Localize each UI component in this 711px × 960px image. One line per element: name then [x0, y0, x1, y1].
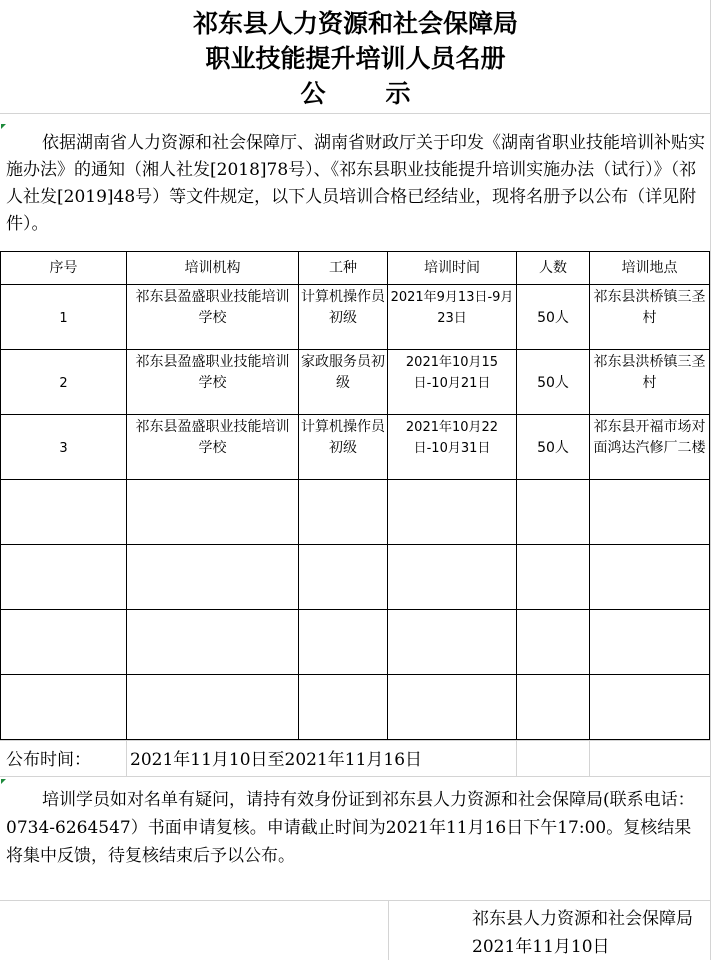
empty-cell: [127, 610, 299, 675]
trainee-roster-table: [0, 251, 710, 740]
grid-line: [0, 740, 711, 741]
table-header-row: [1, 252, 710, 285]
trade-cell: 家政服务员初级: [299, 350, 388, 415]
empty-cell: [299, 545, 388, 610]
cell-comment-marker: [1, 124, 6, 129]
empty-table-row: [1, 610, 710, 675]
training-place-cell: 祁东县洪桥镇三圣村: [590, 350, 710, 415]
empty-table-row: [1, 545, 710, 610]
notice-paragraph: 培训学员如对名单有疑问，请持有效身份证到祁东县人力资源和社会保障局(联系电话：0734-6264547）书面申请复核。申请截止时间为2021年11月16日下午17:00。复核结果将集中反馈，待复核结束后予以公布。: [6, 790, 695, 866]
empty-cell: [590, 545, 710, 610]
trade-cell: 计算机操作员初级: [299, 285, 388, 350]
headcount-cell: 50人: [517, 350, 590, 415]
empty-cell: [590, 480, 710, 545]
training-time-cell: 2021年9月13日-9月23日: [388, 285, 517, 350]
table-row: [1, 285, 710, 350]
intro-paragraph: 依据湖南省人力资源和社会保障厅、湖南省财政厅关于印发《湖南省职业技能培训补贴实施办法》的通知（湘人社发[2018]78号）、《祁东县职业技能提升培训实施办法（试行）》（祁人社发[2019]48号）等文件规定，以下人员培训合格已经结业，现将名册予以公布（详见附件）。: [6, 133, 705, 234]
empty-cell: [127, 675, 299, 740]
empty-cell: [299, 480, 388, 545]
grid-line: [388, 900, 389, 960]
table-row: [1, 415, 710, 480]
column-header: 培训机构: [127, 252, 299, 285]
grid-line: [516, 740, 517, 776]
page-title-line-1: 祁东县人力资源和社会保障局: [192, 9, 518, 38]
empty-cell: [388, 480, 517, 545]
grid-line: [0, 900, 711, 901]
empty-table-row: [1, 675, 710, 740]
grid-line: [0, 113, 711, 114]
empty-cell: [388, 675, 517, 740]
training-place-cell: 祁东县开福市场对面鸿达汽修厂二楼: [590, 415, 710, 480]
column-header: 人数: [517, 252, 590, 285]
empty-cell: [299, 675, 388, 740]
issue-date: 2021年11月10日: [472, 937, 610, 957]
training-time-cell: 2021年10月15日-10月21日: [388, 350, 517, 415]
page-title-line-2: 职业技能提升培训人员名册: [205, 44, 506, 73]
empty-cell: [590, 610, 710, 675]
column-header: 培训时间: [388, 252, 517, 285]
headcount-cell: 50人: [517, 285, 590, 350]
empty-cell: [1, 610, 127, 675]
cell-comment-marker: [1, 779, 6, 784]
row-index: 2: [1, 350, 127, 415]
empty-cell: [1, 480, 127, 545]
trade-cell: 计算机操作员初级: [299, 415, 388, 480]
grid-line: [589, 740, 590, 776]
training-place-cell: 祁东县洪桥镇三圣村: [590, 285, 710, 350]
table-row: [1, 350, 710, 415]
training-org-cell: 祁东县盈盛职业技能培训学校: [127, 285, 299, 350]
column-header: 培训地点: [590, 252, 710, 285]
grid-line: [126, 740, 127, 776]
empty-cell: [517, 480, 590, 545]
empty-cell: [388, 545, 517, 610]
headcount-cell: 50人: [517, 415, 590, 480]
empty-cell: [299, 610, 388, 675]
empty-cell: [1, 675, 127, 740]
publish-time-value: 2021年11月10日至2021年11月16日: [130, 750, 423, 770]
page-title-line-3: 公示: [300, 79, 471, 108]
empty-table-row: [1, 480, 710, 545]
training-time-cell: 2021年10月22日-10月31日: [388, 415, 517, 480]
empty-cell: [517, 610, 590, 675]
column-header: 序号: [1, 252, 127, 285]
empty-cell: [127, 545, 299, 610]
training-org-cell: 祁东县盈盛职业技能培训学校: [127, 350, 299, 415]
row-index: 3: [1, 415, 127, 480]
issuing-organization: 祁东县人力资源和社会保障局: [472, 909, 693, 929]
row-index: 1: [1, 285, 127, 350]
training-org-cell: 祁东县盈盛职业技能培训学校: [127, 415, 299, 480]
empty-cell: [590, 675, 710, 740]
empty-cell: [517, 675, 590, 740]
grid-line: [0, 776, 711, 777]
empty-cell: [127, 480, 299, 545]
publish-time-label: 公布时间：: [6, 750, 91, 770]
empty-cell: [1, 545, 127, 610]
column-header: 工种: [299, 252, 388, 285]
empty-cell: [388, 610, 517, 675]
empty-cell: [517, 545, 590, 610]
